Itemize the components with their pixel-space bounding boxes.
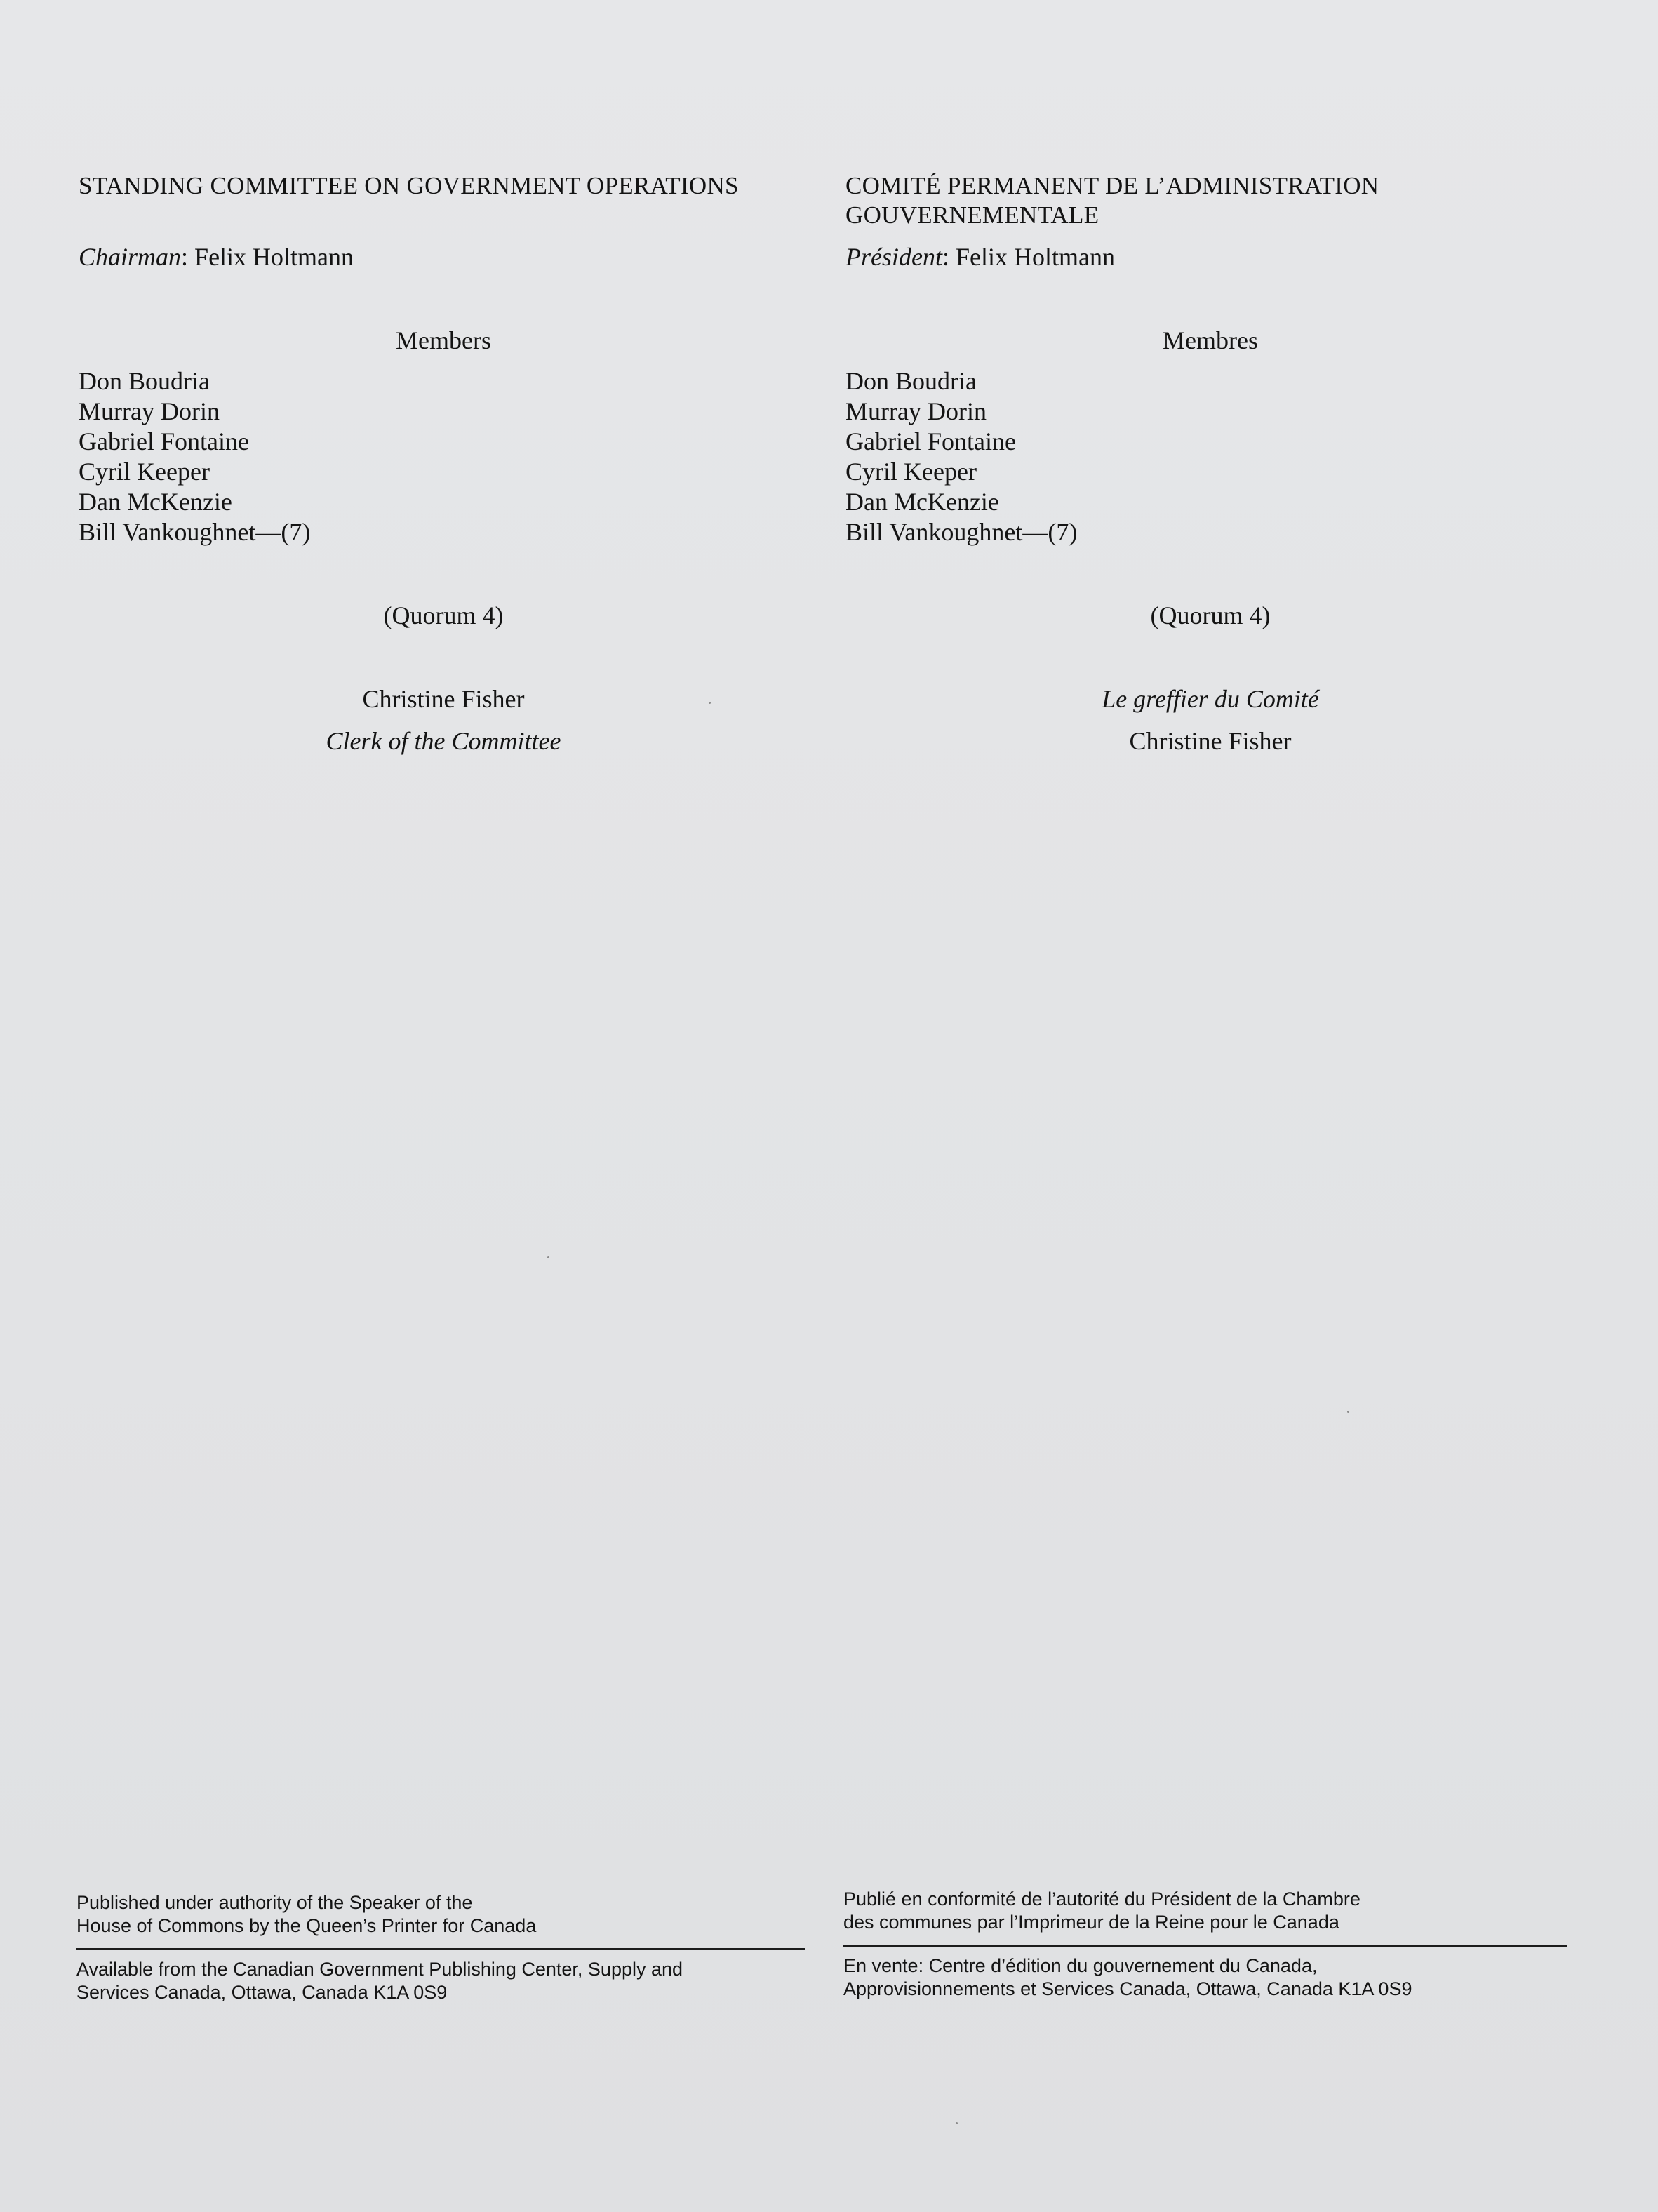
member-item: Dan McKenzie bbox=[845, 488, 999, 516]
availability-line: Services Canada, Ottawa, Canada K1A 0S9 bbox=[76, 1982, 448, 2003]
clerk-name: Christine Fisher bbox=[1129, 727, 1292, 755]
members-heading: Membres bbox=[1163, 326, 1258, 354]
publication-line: House of Commons by the Queen’s Printer for Canada bbox=[76, 1915, 537, 1936]
chair-name: Felix Holtmann bbox=[956, 243, 1115, 271]
clerk-name: Christine Fisher bbox=[362, 685, 525, 713]
print-speck bbox=[709, 702, 711, 704]
chair-role: Président bbox=[845, 243, 942, 271]
french-column bbox=[845, 0, 1575, 2212]
availability-notice bbox=[843, 1954, 1573, 2001]
member-list bbox=[79, 366, 310, 547]
member-item: Cyril Keeper bbox=[845, 458, 977, 486]
chair-name: Felix Holtmann bbox=[194, 243, 354, 271]
availability-notice bbox=[76, 1958, 806, 2004]
availability-line: En vente: Centre d’édition du gouvernement du Canada, bbox=[843, 1955, 1318, 1976]
print-speck bbox=[1347, 1411, 1349, 1413]
committee-title: COMITÉ PERMANENT DE L’ADMINISTRATION GOUVERNEMENTALE bbox=[845, 172, 1379, 229]
member-item: Cyril Keeper bbox=[79, 458, 210, 486]
member-item: Bill Vankoughnet—(7) bbox=[845, 518, 1078, 546]
member-item: Don Boudria bbox=[79, 367, 210, 395]
chair-line bbox=[845, 242, 1115, 272]
chair-separator: : bbox=[181, 243, 195, 271]
member-item: Bill Vankoughnet—(7) bbox=[79, 518, 311, 546]
member-list bbox=[845, 366, 1077, 547]
clerk-title: Clerk of the Committee bbox=[326, 727, 561, 755]
clerk-title: Le greffier du Comité bbox=[1102, 685, 1319, 713]
print-speck bbox=[956, 2122, 958, 2124]
member-item: Don Boudria bbox=[845, 367, 977, 395]
availability-line: Approvisionnements et Services Canada, Ottawa, Canada K1A 0S9 bbox=[843, 1978, 1412, 1999]
member-item: Gabriel Fontaine bbox=[79, 427, 249, 455]
quorum: (Quorum 4) bbox=[1150, 601, 1271, 629]
publication-line: Published under authority of the Speaker of the bbox=[76, 1892, 473, 1913]
publication-line: des communes par l’Imprimeur de la Reine pour le Canada bbox=[843, 1912, 1339, 1933]
print-speck bbox=[547, 1256, 549, 1258]
chair-role: Chairman bbox=[79, 243, 182, 271]
member-item: Dan McKenzie bbox=[79, 488, 232, 516]
quorum: (Quorum 4) bbox=[383, 601, 504, 629]
members-heading: Members bbox=[396, 326, 491, 354]
committee-title: STANDING COMMITTEE ON GOVERNMENT OPERATIONS bbox=[79, 172, 739, 199]
chair-separator: : bbox=[942, 243, 956, 271]
publication-line: Publié en conformité de l’autorité du Président de la Chambre bbox=[843, 1888, 1361, 1910]
publication-notice bbox=[76, 1891, 806, 1938]
divider-rule bbox=[76, 1948, 805, 1950]
availability-line: Available from the Canadian Government Publishing Center, Supply and bbox=[76, 1959, 683, 1980]
member-item: Murray Dorin bbox=[845, 397, 987, 425]
english-column bbox=[76, 0, 808, 2212]
divider-rule bbox=[843, 1945, 1567, 1947]
member-item: Gabriel Fontaine bbox=[845, 427, 1016, 455]
member-item: Murray Dorin bbox=[79, 397, 220, 425]
publication-notice bbox=[843, 1888, 1573, 1934]
chair-line bbox=[79, 242, 354, 272]
